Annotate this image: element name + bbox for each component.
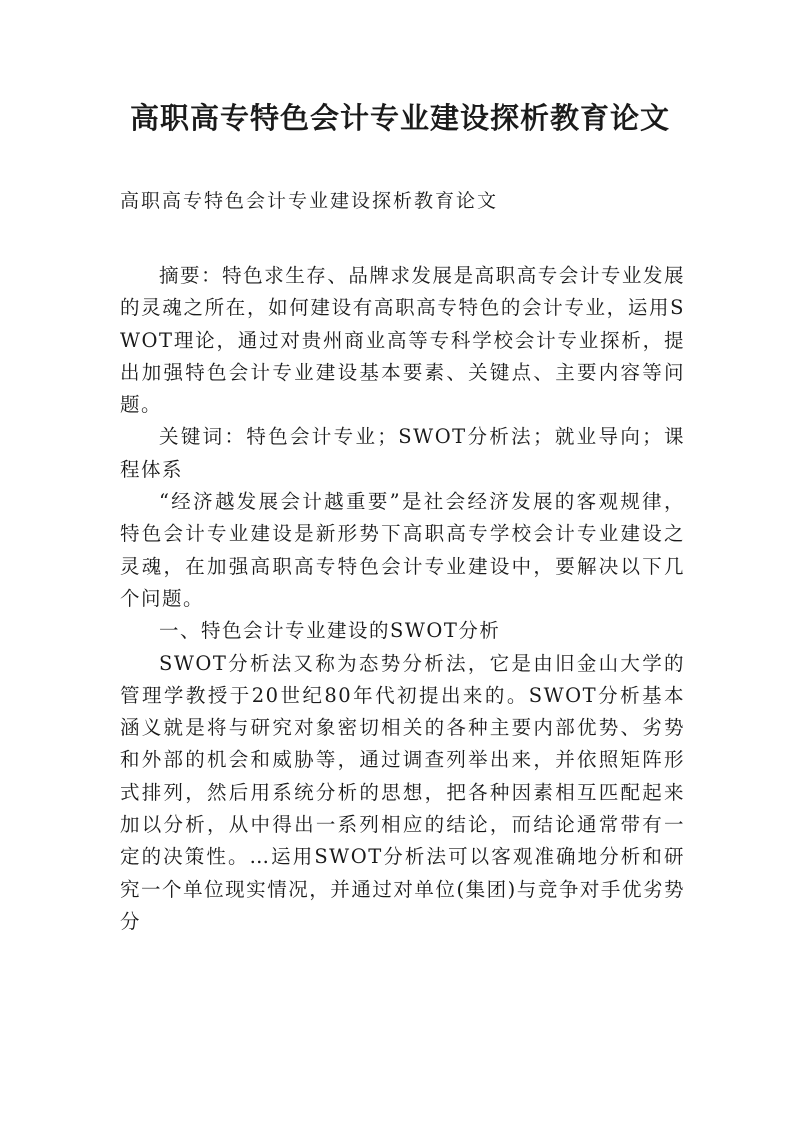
keywords-paragraph: 关键词：特色会计专业；SWOT分析法；就业导向；课程体系 bbox=[120, 425, 685, 481]
abstract-paragraph: 摘要：特色求生存、品牌求发展是高职高专会计专业发展的灵魂之所在，如何建设有高职高专特色的会计专业，运用SWOT理论，通过对贵州商业高等专科学校会计专业探析，提出加强特色会计专业建设基本要素、关键点、主要内容等问题。 bbox=[120, 264, 685, 417]
section-heading: 一、特色会计专业建设的SWOT分析 bbox=[159, 619, 501, 643]
document-subtitle: 高职高专特色会计专业建设探析教育论文 bbox=[120, 190, 499, 212]
document-title: 高职高专特色会计专业建设探析教育论文 bbox=[129, 101, 670, 135]
document-body bbox=[120, 260, 685, 938]
intro-paragraph: “经济越发展会计越重要”是社会经济发展的客观规律，特色会计专业建设是新形势下高职高专学校会计专业建设之灵魂，在加强高职高专特色会计专业建设中，要解决以下几个问题。 bbox=[120, 490, 685, 610]
swot-paragraph: SWOT分析法又称为态势分析法，它是由旧金山大学的管理学教授于20世纪80年代初提出来的。SWOT分析基本涵义就是将与研究对象密切相关的各种主要内部优势、劣势和外部的机会和威胁等，通过调查列举出来，并依照矩阵形式排列，然后用系统分析的思想，把各种因素相互匹配起来加以分析，从中得出一系列相应的结论，而结论通常带有一定的决策性。…运用SWOT分析法可以客观准确地分析和研究一个单位现实情况，并通过对单位(集团)与竞争对手优劣势分 bbox=[120, 651, 685, 933]
